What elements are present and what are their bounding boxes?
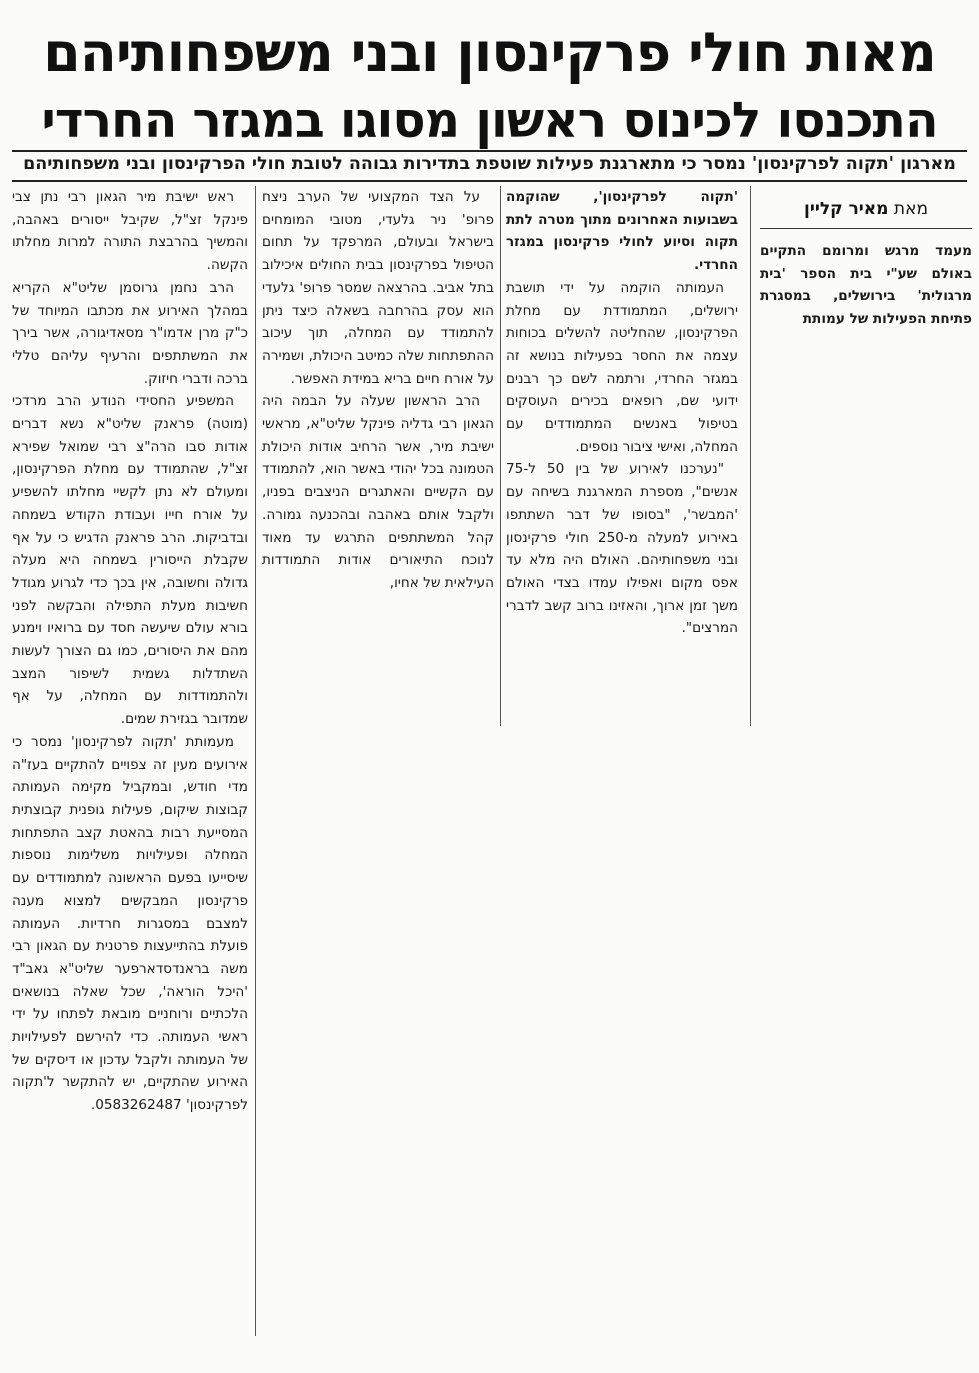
article-column-2 xyxy=(506,186,738,640)
column-paragraph: על הצד המקצועי של הערב ניצח פרופ' ניר גלעדי, מטובי המומחים בישראל ובעולם, המרפקד על תחום הטיפול בפרקינסון בבית החולים איכילוב בתל אביב. בהרצאה שמסר פרופ' גלעדי הוא עסק בהרחבה בשאלה כיצד ניתן להתמודד עם המחלה, תוך עיכוב ההתפתחות שלה כמיטב היכולת, ושמירה על אורח חיים בריא במידת האפשר. xyxy=(262,189,494,387)
column-paragraph: הרב הראשון שעלה על הבמה היה הגאון רבי גדליה פינקל שליט"א, מראשי ישיבת מיר, אשר הרחיב אודות היכולת הטמונה בכל יהודי באשר הוא, להתמודד עם הקשיים והאתגרים הניצבים בפניו, ולקבל אותם באהבה ובהכנעה גמורה. קהל המשתתפים התרגש עד מאוד לנוכח התיאורים אודות התמודדות העילאית של אחיו, xyxy=(262,393,494,591)
article-column-3 xyxy=(262,186,494,595)
headline-line-1: מאות חולי פרקינסון ובני משפחותיהם xyxy=(43,21,936,84)
column-paragraph: "נערכנו לאירוע של בין 50 ל-75 אנשים", מספרת המארגנת בשיחה עם 'המבשר', "בסופו של דבר השתתפו באירוע למעלה מ-250 חולי פרקינסון ובני משפחותיהם. האולם היה מלא עד אפס מקום ואפילו עמדו בצדי האולם משך זמן ארוך, והאזינו ברוב קשב לדברי המרצים". xyxy=(506,461,739,637)
byline-prefix: מאת xyxy=(893,199,928,219)
column-paragraph: מעמד מרגש ומרומם התקיים באולם שע"י בית הספר 'בית מרגולית' בירושלים, במסגרת פתיחת הפעילות של עמותת xyxy=(760,243,972,328)
column-paragraph: ראש ישיבת מיר הגאון רבי נתן צבי פינקל זצ"ל, שקיבל ייסורים באהבה, והמשיך בהרבצת התורה למרות מחלתו הקשה. xyxy=(12,189,248,274)
column-divider-2 xyxy=(500,186,501,726)
article-column-4 xyxy=(12,186,248,1117)
subheadline: מארגון 'תקוה לפרקינסון' נמסר כי מתארגנת פעילות שוטפת בתדירות גבוהה לטובת חולי הפרקינסון ובני משפחותיהם xyxy=(23,154,956,174)
column-divider-3 xyxy=(255,186,256,1336)
column-paragraph: מעמותת 'תקוה לפרקינסון' נמסר כי אירועים מעין זה צפויים להתקיים בעז"ה מדי חודש, ובמקביל מקימה העמותה קבוצות שיקום, פעילות גופנית קבוצתית המסייעת רבות בהאטת קצב התפתחות המחלה ופעילויות משלימות נוספות שיסייעו בפעם הראשונה למתמודדים עם פרקינסון המבקשים למצוא מענה למצבם במסגרות חרדיות. העמותה פועלת בהתייעצות פרטנית עם הגאון רבי משה בראנדסדארפער שליט"א גאב"ד 'היכל הוראה', שכל שאלה בנושאים הלכתיים ורוחניים מובאת לפתחו על ידי ראשי העמותה. כדי להירשם לפעילויות של העמותה ולקבל עדכון או דיסקים של האירוע שהתקיים, יש להתקשר ל'תקוה לפרקינסון' 0583262487. xyxy=(12,733,248,1114)
headline-line-2: התכנסו לכינוס ראשון מסוגו במגזר החרדי xyxy=(41,92,938,149)
column-paragraph: 'תקוה לפרקינסון', שהוקמה בשבועות האחרונים מתוך מטרה לתת תקוה וסיוע לחולי פרקינסון במגזר החרדי. xyxy=(506,189,738,274)
article-column-1 xyxy=(760,240,972,331)
column-divider-1 xyxy=(750,186,751,726)
column-paragraph: הרב נחמן גרוסמן שליט"א הקריא במהלך האירוע את מכתבו המיוחד של כ"ק מרן אדמו"ר מסאדיגורה, אשר בירך את המשתתפים והרעיף עליהם טללי ברכה ודברי חיזוק. xyxy=(12,279,248,387)
column-paragraph: המשפיע החסידי הנודע הרב מרדכי (מוטה) פראנק שליט"א נשא דברים אודות סבו הרה"צ רבי שמואל שפירא זצ"ל, שהתמודד עם מחלת הפרקינסון, ומעולם לא נתן לקשיי מחלתו להשפיע על אורח חייו ועבודת הקודש בשמחה ובדביקות. הרב פראנק הדגיש כי על אף שקבלת הייסורין בשמחה היא מעלה גדולה וחשובה, אין בכך כדי לגרוע מגודל חשיבות מעלת התפילה והבקשה לפני בורא עולם שיעשה חסד עם ברואיו וימנע מהם את היסורים, כמו גם הצורך לעשות השתדלות גשמית לשיפור המצב ולהתמודדות עם המחלה, על אף שמדובר בגזירת שמים. xyxy=(12,393,248,728)
divider-bottom xyxy=(12,180,967,182)
byline-author: מאיר קליין xyxy=(804,199,889,219)
column-paragraph: העמותה הוקמה על ידי תושבת ירושלים, המתמודדת עם מחלת הפרקינסון, שהחליטה להשלים בכוחות עצמה את החסר בפעילות בנושא זה במגזר החרדי, ורתמה לשם כך רבנים ידועי שם, רופאים בכירים העוסקים בטיפול באנשים המתמודדים עם המחלה, ואישי ציבור נוספים. xyxy=(506,279,738,455)
byline xyxy=(760,194,972,229)
